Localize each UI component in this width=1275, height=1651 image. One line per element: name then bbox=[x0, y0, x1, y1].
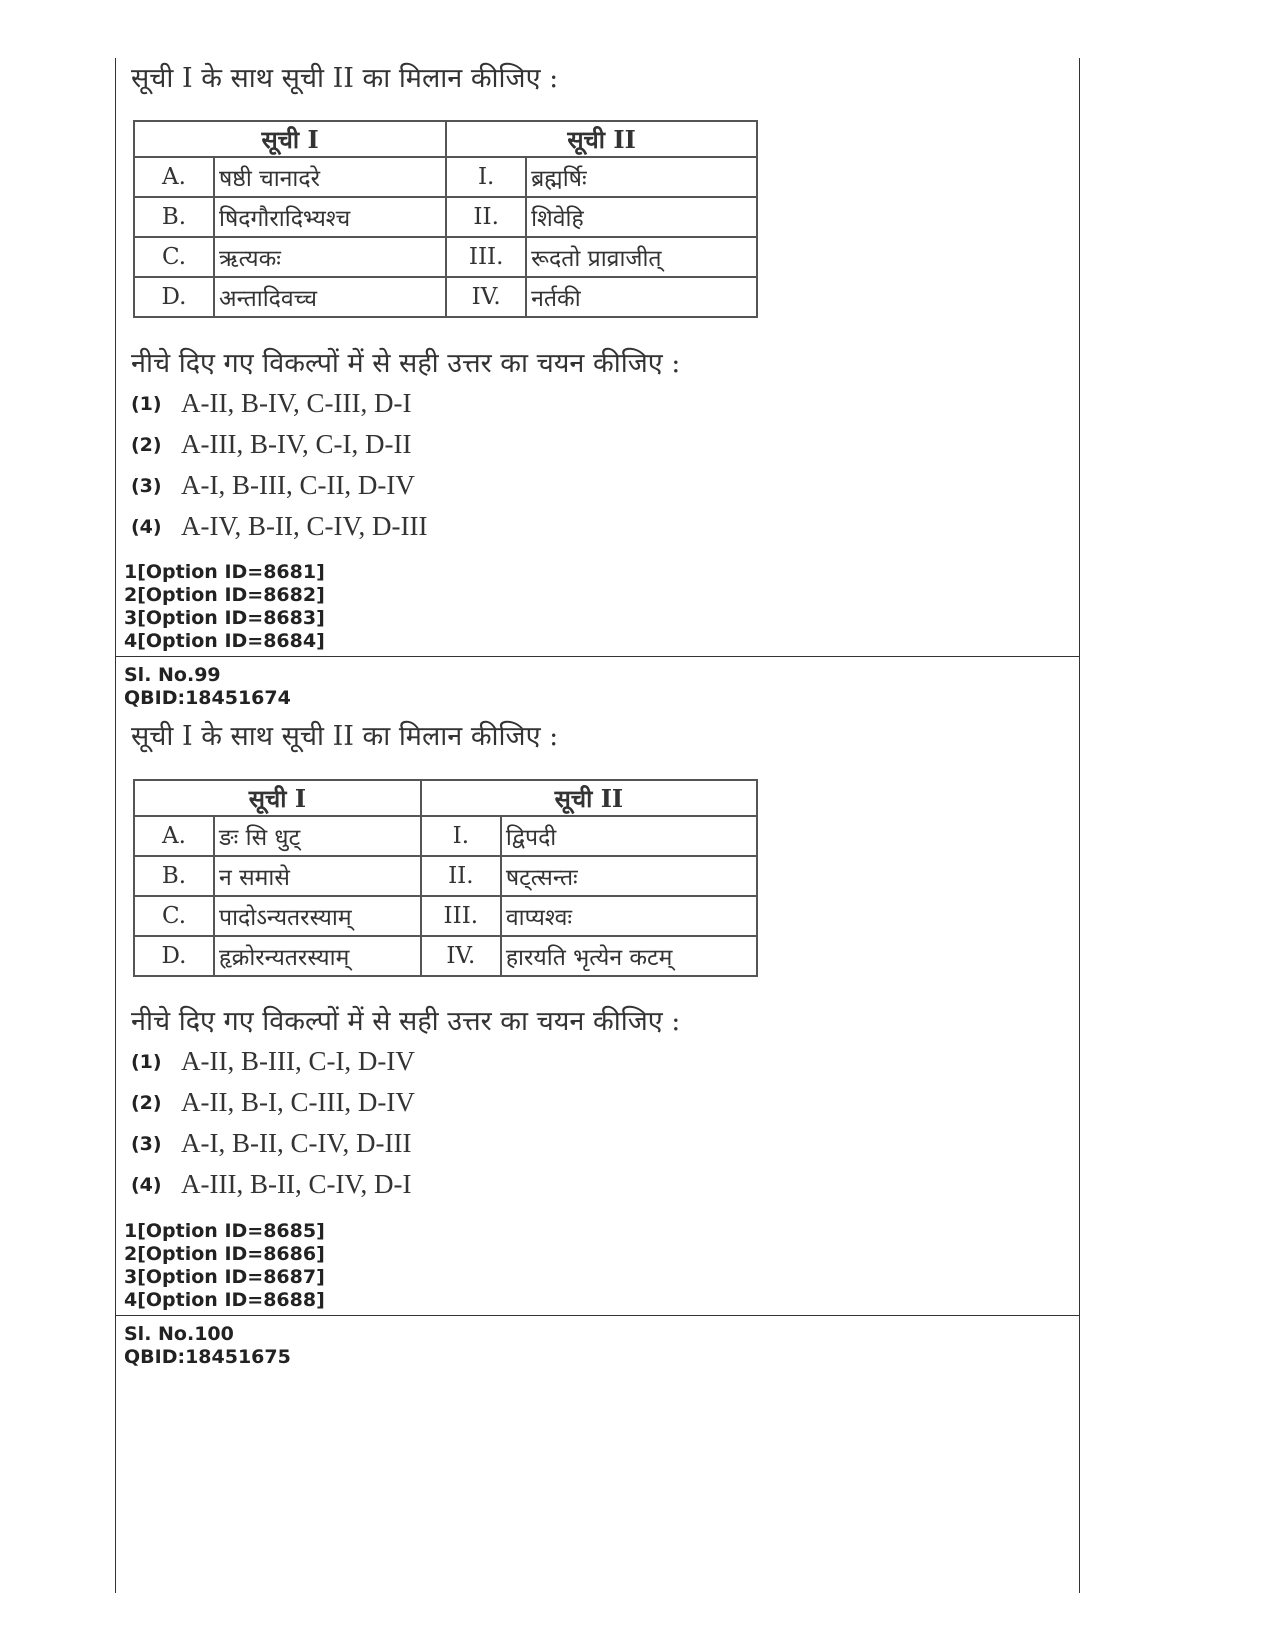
table-row bbox=[134, 936, 757, 976]
option-id: 3[Option ID=8683] bbox=[124, 607, 325, 629]
option-id: 4[Option ID=8684] bbox=[124, 630, 325, 652]
row-roman: II. bbox=[446, 197, 526, 237]
qbid: QBID:18451675 bbox=[124, 1346, 291, 1368]
option-id: 1[Option ID=8685] bbox=[124, 1220, 325, 1242]
list2-item: द्विपदी bbox=[501, 816, 757, 856]
option-item bbox=[131, 1123, 415, 1164]
option-id: 2[Option ID=8686] bbox=[124, 1243, 325, 1265]
list2-item: ब्रह्मर्षिः bbox=[526, 157, 757, 197]
list2-header: सूची II bbox=[421, 780, 757, 816]
row-roman: III. bbox=[421, 896, 501, 936]
question-divider bbox=[116, 656, 1079, 657]
match-table bbox=[133, 779, 758, 977]
row-letter: C. bbox=[134, 896, 214, 936]
row-roman: IV. bbox=[421, 936, 501, 976]
question-meta bbox=[124, 1323, 291, 1369]
list2-item: शिवेहि bbox=[526, 197, 757, 237]
option-number: (2) bbox=[131, 433, 162, 456]
option-item bbox=[131, 465, 427, 506]
option-ids bbox=[124, 561, 325, 653]
option-id: 4[Option ID=8688] bbox=[124, 1289, 325, 1311]
list1-item: अन्तादिवच्च bbox=[214, 277, 446, 317]
option-item bbox=[131, 1041, 415, 1082]
options-list bbox=[131, 1041, 415, 1205]
row-roman: I. bbox=[446, 157, 526, 197]
list1-item: ङः सि धुट् bbox=[214, 816, 421, 856]
list2-item: वाप्यश्वः bbox=[501, 896, 757, 936]
option-id: 1[Option ID=8681] bbox=[124, 561, 325, 583]
list1-item: षष्ठी चानादरे bbox=[214, 157, 446, 197]
option-number: (1) bbox=[131, 1050, 162, 1073]
row-roman: II. bbox=[421, 856, 501, 896]
option-item bbox=[131, 506, 427, 547]
option-text: A-III, B-II, C-IV, D-I bbox=[181, 1169, 412, 1199]
row-letter: C. bbox=[134, 237, 214, 277]
table-row bbox=[134, 197, 757, 237]
option-text: A-II, B-I, C-III, D-IV bbox=[181, 1087, 415, 1117]
option-text: A-IV, B-II, C-IV, D-III bbox=[181, 511, 428, 541]
row-letter: A. bbox=[134, 816, 214, 856]
option-ids bbox=[124, 1220, 325, 1312]
row-letter: B. bbox=[134, 197, 214, 237]
row-roman: IV. bbox=[446, 277, 526, 317]
row-roman: I. bbox=[421, 816, 501, 856]
list1-item: ऋत्यकः bbox=[214, 237, 446, 277]
option-number: (2) bbox=[131, 1091, 162, 1114]
serial-number: Sl. No.100 bbox=[124, 1323, 234, 1345]
list2-item: षट्त्सन्तः bbox=[501, 856, 757, 896]
option-item bbox=[131, 1164, 415, 1205]
list1-item: षिदगौरादिभ्यश्च bbox=[214, 197, 446, 237]
option-item bbox=[131, 383, 427, 424]
list1-header: सूची I bbox=[134, 121, 446, 157]
question-divider bbox=[116, 1315, 1079, 1316]
row-letter: B. bbox=[134, 856, 214, 896]
option-number: (3) bbox=[131, 474, 162, 497]
qbid: QBID:18451674 bbox=[124, 687, 291, 709]
list2-item: रूदतो प्राव्राजीत् bbox=[526, 237, 757, 277]
choose-instruction: नीचे दिए गए विकल्पों में से सही उत्तर का चयन कीजिए : bbox=[131, 1006, 681, 1037]
options-list bbox=[131, 383, 427, 547]
table-row bbox=[134, 157, 757, 197]
option-text: A-I, B-II, C-IV, D-III bbox=[181, 1128, 412, 1158]
question-instruction: सूची I के साथ सूची II का मिलान कीजिए : bbox=[131, 63, 559, 94]
row-roman: III. bbox=[446, 237, 526, 277]
table-row bbox=[134, 856, 757, 896]
option-item bbox=[131, 1082, 415, 1123]
option-number: (4) bbox=[131, 515, 162, 538]
option-text: A-II, B-IV, C-III, D-I bbox=[181, 388, 412, 418]
row-letter: D. bbox=[134, 936, 214, 976]
option-number: (4) bbox=[131, 1173, 162, 1196]
option-text: A-I, B-III, C-II, D-IV bbox=[181, 470, 415, 500]
question-meta bbox=[124, 664, 291, 710]
list2-item: हारयति भृत्येन कटम् bbox=[501, 936, 757, 976]
list1-item: न समासे bbox=[214, 856, 421, 896]
list1-header: सूची I bbox=[134, 780, 421, 816]
option-number: (3) bbox=[131, 1132, 162, 1155]
list2-header: सूची II bbox=[446, 121, 757, 157]
option-id: 3[Option ID=8687] bbox=[124, 1266, 325, 1288]
list1-item: पादोऽन्यतरस्याम् bbox=[214, 896, 421, 936]
option-number: (1) bbox=[131, 392, 162, 415]
serial-number: Sl. No.99 bbox=[124, 664, 221, 686]
table-row bbox=[134, 277, 757, 317]
choose-instruction: नीचे दिए गए विकल्पों में से सही उत्तर का चयन कीजिए : bbox=[131, 348, 681, 379]
table-row bbox=[134, 237, 757, 277]
option-text: A-III, B-IV, C-I, D-II bbox=[181, 429, 412, 459]
table-row bbox=[134, 816, 757, 856]
list1-item: हृक्रोरन्यतरस्याम् bbox=[214, 936, 421, 976]
match-table bbox=[133, 120, 758, 318]
table-row bbox=[134, 896, 757, 936]
list2-item: नर्तकी bbox=[526, 277, 757, 317]
question-instruction: सूची I के साथ सूची II का मिलान कीजिए : bbox=[131, 721, 559, 752]
question-paper-frame bbox=[115, 58, 1080, 1593]
option-item bbox=[131, 424, 427, 465]
row-letter: D. bbox=[134, 277, 214, 317]
option-text: A-II, B-III, C-I, D-IV bbox=[181, 1046, 415, 1076]
row-letter: A. bbox=[134, 157, 214, 197]
option-id: 2[Option ID=8682] bbox=[124, 584, 325, 606]
